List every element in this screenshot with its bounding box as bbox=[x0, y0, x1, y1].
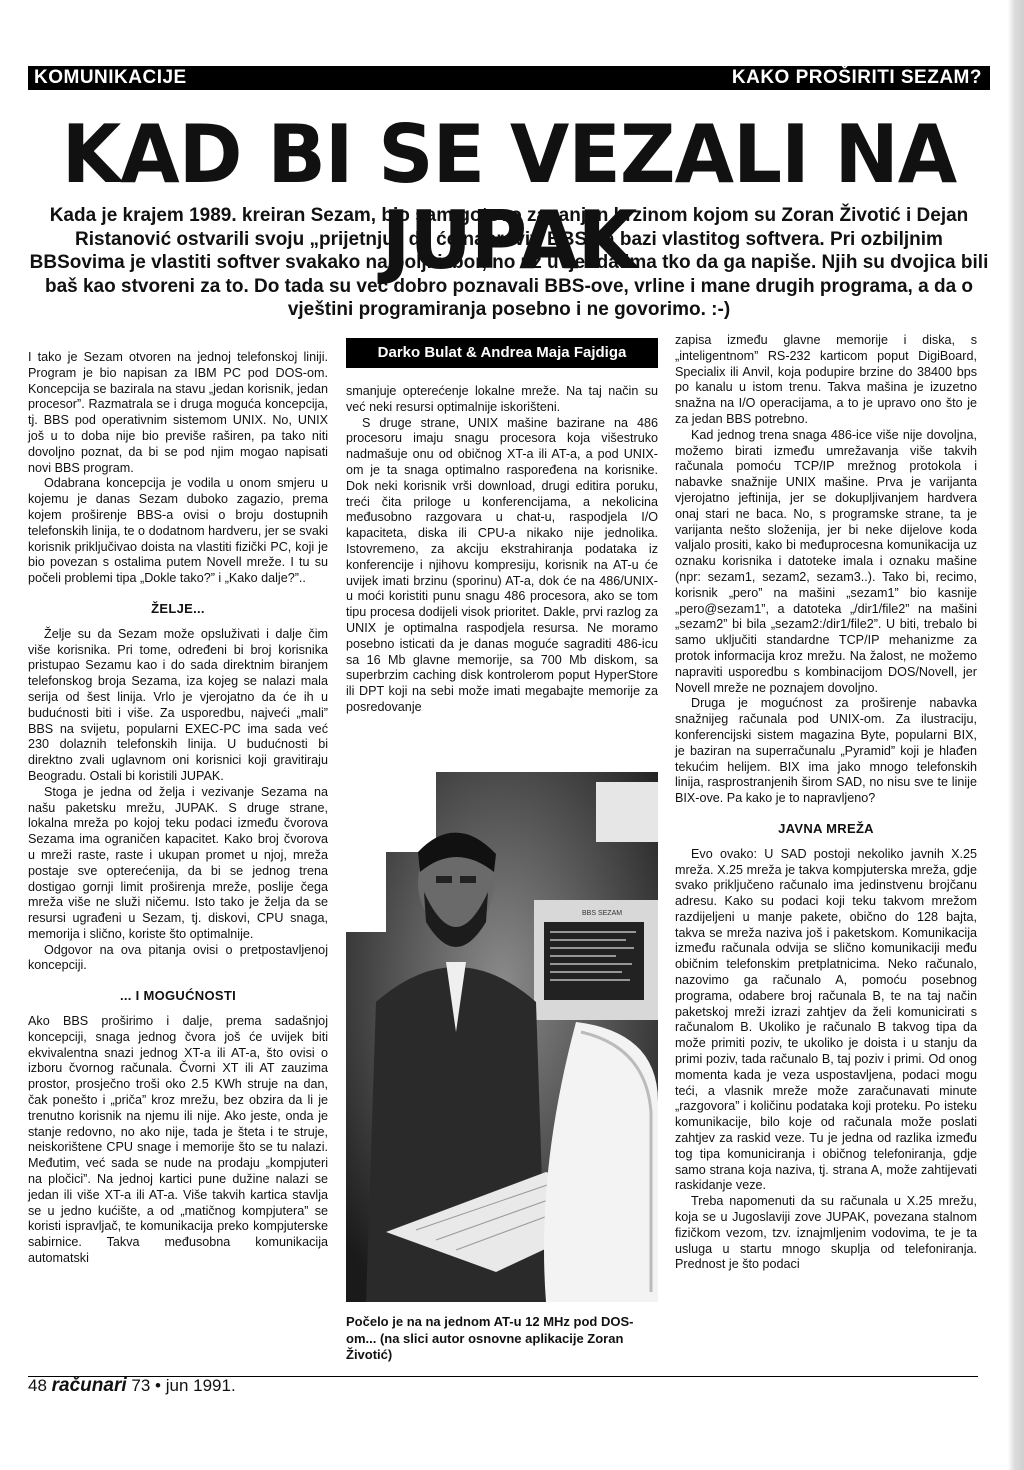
magazine-logo: računari bbox=[51, 1375, 127, 1396]
paragraph: Odgovor na ova pitanja ovisi o pretpostavljenoj koncepciji. bbox=[28, 942, 328, 973]
paragraph: zapisa između glavne memorije i diska, s „inteligentnom” RS-232 karticom poput DigiBoard, Specialix ili Anvil, koja podupire brzine do 38400 bps po kanalu u istom trenu. Takva mašina je izuzetno snažna na I/O operacijama, a to je upravo ono što je za jedan BBS potrebno. bbox=[675, 333, 977, 426]
paragraph: Odabrana koncepcija je vodila u onom smjeru u kojemu je danas Sezam duboko zagazio, prema kojem proširenje BBS-a ovisi o broju dostupnih telefonskih linija, te o dodatnom hardveru, jer se svaki korisnik priključivao doista na vlastiti fizički PC, koji je bio povezan s ostalima putem Novell mreže. I tu su počeli problemi tipa „Dokle tako?” i „Kako dalje?”.. bbox=[28, 476, 328, 586]
subheading-mogucnosti: ... I MOGUĆNOSTI bbox=[119, 988, 237, 1004]
section-header-bar bbox=[28, 66, 990, 90]
article-lead: Kada je krajem 1989. kreiran Sezam, bio sam gotovo zapanjen brzinom kojom su Zoran Životić i Dejan Ristanović ostvarili svoju „prijetnju” da će napraviti BBS na bazi vlastitog softvera. Pri ozbiljnim BBSovima je vlastiti softver svakako najbolji izbor, no uz uvjet da ima tko da ga napiše. Njih su dvojica bili baš kao stvoreni za to. Do tada su već dobro poznavali BBS-ove, vrline i mane drugih programa, a da o vještini programiranja posebno i ne govorimo. :-) bbox=[29, 205, 989, 320]
page-footer bbox=[28, 1376, 236, 1396]
paragraph: Ako BBS proširimo i dalje, prema sadašnjoj koncepciji, snaga jednog čvora još će uvijek biti ekvivalentna snazi jednog XT-a ili AT-a, što ovisi o izboru čvornog računala. Čvorni XT ili AT zauzima prostor, prosječno troši oko 2.5 KWh struje na dan, čak ponešto i „priča” kroz mrežu, bez obzira da li je trenutno korisnik na njemu ili nije. Ako jeste, onda je stanje redovno, no ako nije, tada je šteta i te struje, neiskorištene CPU snage i memorije što se tu nalazi. Međutim, već sada se nude na prodaju „kompjuteri na pločici”. Na jednoj kartici pune dužine nalazi se jedan ili više XT-a ili AT-a. Više takvih kartica stavlja se u jedno kućište, a od „matičnog kompjutera” se koristi ispravljač, te komunikacija preko kompjuterske sabirnice. Takva međusobna komunikacija automatski bbox=[28, 1014, 328, 1266]
footer-bullet: • bbox=[155, 1376, 161, 1395]
paragraph: Stoga je jedna od želja i vezivanje Sezama na našu paketsku mrežu, JUPAK. S druge strane, lokalna mreža po kojoj teku podaci između čvorova Sezama ima ograničen kapacitet. Kako broj čvorova u mreži raste, raste i ukupan promet u njoj, mreža postaje sve opterećenija, da bi se jednog trena dostigao gornji limit proširenja mreže, poslije čega mreža više ne služi ničemu. Isto tako je želja da se resursi ugrađeni u Sezam, tj. diskovi, CPU snaga, memorija i slično, koriste što optimalnije. bbox=[28, 784, 328, 941]
section-label: KOMUNIKACIJE bbox=[34, 67, 187, 88]
column-3 bbox=[675, 333, 977, 1273]
kicker-label: KAKO PROŠIRITI SEZAM? bbox=[731, 67, 982, 88]
paragraph: smanjuje opterećenje lokalne mreže. Na taj način su već neki resursi optimalnije iskorišteni. bbox=[346, 384, 658, 414]
column-2 bbox=[346, 384, 658, 716]
column-1 bbox=[28, 350, 328, 1267]
paragraph: Želje su da Sezam može opsluživati i dalje čim više korisnika. Pri tome, određeni bi broj korisnika pristupao Sezamu kao i do sada direktnim biranjem telefonskog broja Sezama, iza kojeg se nalazi mala serija od šest linija. Vrlo je vjerojatno da će ih u budućnosti biti i više. Za usporedbu, najveći „mali” BBS na svijetu, popularni EXEC-PC ima sada već 230 dolaznih telefonskih linija. U budućnosti bi direktno zvali uglavnom oni korisnici koji gravitiraju Beogradu. Ostali bi koristili JUPAK. bbox=[28, 626, 328, 783]
subheading-zelje: ŽELJE... bbox=[151, 600, 205, 616]
issue-number: 73 bbox=[131, 1376, 151, 1395]
paragraph: Kad jednog trena snaga 486-ice više nije dovoljna, možemo birati između umrežavanja više takvih računala pomoću TCP/IP mrežnog protokola i nabavke snažnije UNIX mašine. Prva je varijanta vjerojatno jeftinija, jer se dokupljivanjem hardvera onaj stari ne baca. No, s programske strane, ta je varijanta nešto složenija, jer bi neke dijelove koda valjalo prositi, kako bi međuprocesna komunikacija uz oznaku korisnika i datoteke imala i oznaku mašine (npr: sezam1, sezam2, sezam3..). Tako bi, recimo, korisnik „pero” na mašini „sezam1” bio kasnije „pero@sezam1”, a datoteka „/dir1/file2” na mašini „sezam2” bi bila „sezam2:/dir1/file2”. U biti, trebalo bi samo uključiti standardne TCP/IP mehanizme za protok informacija kroz mrežu. Na žalost, ne možemo napraviti usporedbu s kombinacijom DOS/Novell, jer Novell mreže ne poznajem dovoljno. bbox=[675, 427, 977, 695]
paragraph: Druga je mogućnost za proširenje nabavka snažnijeg računala pod UNIX-om. Za ilustraciju, konferencijski sistem magazina Byte, popularni BIX, je baziran na superračunalu „Pyramid” koji je hlađen tekućim helijem. BIX ima jako mnogo telefonskih linija, rasprostranjenih širom SAD, no nisu sve te linije BIX-ove. Pa kako je to napravljeno? bbox=[675, 696, 977, 806]
page-number: 48 bbox=[28, 1376, 47, 1395]
issue-date: jun 1991. bbox=[165, 1376, 236, 1395]
paragraph: Evo ovako: U SAD postoji nekoliko javnih X.25 mreža. X.25 mreža je takva kompjuterska mreža, gdje svako priključeno računalo ima jedinstvenu brojčanu adresu. Kako su podaci koji teku takvom mrežom razdijeljeni u manje pakete, obično do 128 bajta, takva se mreža naziva još i paketskom. Komunikacija između računala odvija se slično komunikaciji među običnim telefonskim pretplatnicima. Neko računalo, nazovimo ga računalo A, pomoću posebnog programa, odabere broj računala B, te na taj način paketskoj mreži izrazi zahtjev da želi komunicirati s računalom B. Ukoliko je računalo B takvog tipa da može primiti poziv, te ukoliko je doista i u stanju da primi poziv, tada računalo B, taj poziv i primi. Od onog momenta kada je veza uspostavljena, podaci mogu teći, a vlasnik mreže može zaračunavati minute „razgovora” i količinu podataka koji proteku. Po isteku komunikacije, bilo koje od računala može poslati zahtjev za raskid veze. Tu je jedna od razlika između tog tipa komuniciranja i običnog telefoniranja, gdje samo strana koja naziva, tj. strana A, može zahtijevati raskidanje veze. bbox=[675, 846, 977, 1193]
author-photo bbox=[346, 772, 658, 1302]
photo-illustration bbox=[346, 772, 658, 1302]
svg-text:BBS SEZAM: BBS SEZAM bbox=[582, 910, 623, 917]
article-title: KAD BI SE VEZALI NA JUPAK bbox=[61, 108, 957, 287]
photo-caption: Počelo je na na jednom AT-u 12 MHz pod DOS-om... (na slici autor osnovne aplikacije Zoran Životić) bbox=[346, 1314, 634, 1362]
paragraph: S druge strane, UNIX mašine bazirane na 486 procesoru imaju snagu procesora koja višestruko nadmašuje onu od običnog XT-a ili AT-a, a pod UNIX-om je ta snaga optimalno raspoređena na korisnike. Dok neki korisnik vrši download, drugi editira poruku, treći čita priloge u konferencijama, a nekolicina međusobno razgovara u chat-u, raspodjela I/O kapaciteta, diska ili CPU-a nikako nije jednolika. Istovremeno, za akciju ekstrahiranja podataka iz konferencije i njihovu kompresiju, korisnik na AT-u će uvijek imati brzinu (sporinu) AT-a, dok će na 486/UNIX-u moći koristiti punu snagu 486 procesora, ako se tom tipu procesa dodijeli visok prioritet. Dakle, prvi razlog za UNIX je optimalna raspodjela resursa. Ne moramo posebno isticati da je danas moguće sagraditi 486-icu sa 16 Mb glavne memorije, sa 700 Mb diskom, sa superbrzim caching disk kontrolerom poput HyperStore ili DPT koji na sebi može imati megabajte memorije za posredovanje bbox=[346, 415, 658, 714]
author-byline: Darko Bulat & Andrea Maja Fajdiga bbox=[346, 338, 658, 368]
subheading-javna-mreza: JAVNA MREŽA bbox=[778, 820, 874, 836]
paragraph: Treba napomenuti da su računala u X.25 mrežu, koja se u Jugoslaviji zove JUPAK, povezana stalnom fizičkom vezom, tzv. iznajmljenim vodovima, te je ta usluga u startu mnogo skuplja od telefoniranja. Prednost je što podaci bbox=[675, 1194, 977, 1272]
page-edge bbox=[1008, 0, 1024, 1470]
paragraph: I tako je Sezam otvoren na jednoj telefonskoj liniji. Program je bio napisan za IBM PC pod DOS-om. Koncepcija se bazirala na stavu „jedan korisnik, jedan procesor”. Razmatrala se i druga moguća koncepcija, tj. BBS pod operativnim sistemom UNIX. No, UNIX još u to doba nije bio previše raširen, pa tako niti dovoljno poznat, da bi se pod njim mogao napisati novi BBS program. bbox=[28, 350, 328, 475]
